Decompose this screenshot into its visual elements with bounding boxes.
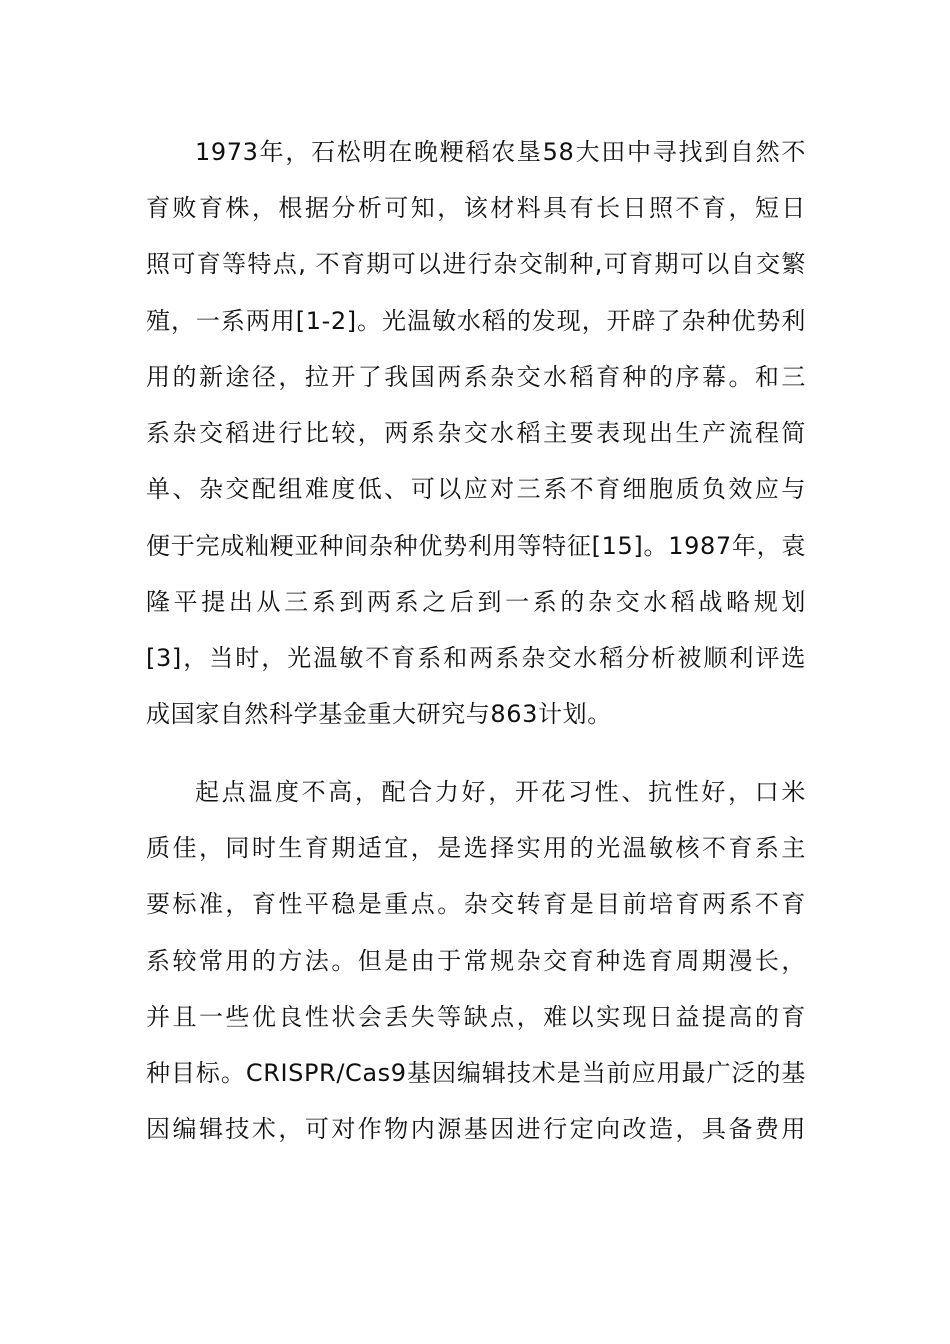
paragraph-line: 因编辑技术，可对作物内源基因进行定向改造，具备费用 [146, 1115, 806, 1143]
paragraph-line: 成国家自然科学基金重大研究与863计划。 [146, 700, 612, 728]
paragraph-line: 照可育等特点, 不育期可以进行杂交制种,可育期可以自交繁 [146, 250, 806, 278]
paragraph-line: 隆平提出从三系到两系之后到一系的杂交水稻战略规划 [146, 588, 806, 616]
paragraph-line: 起点温度不高，配合力好，开花习性、抗性好，口米 [195, 778, 806, 806]
paragraph-line: 并且一些优良性状会丢失等缺点，难以实现日益提高的育 [146, 1003, 806, 1031]
paragraph-line: 1973年，石松明在晚粳稻农垦58大田中寻找到自然不 [195, 138, 806, 166]
paragraph-line: 育败育株，根据分析可知，该材料具有长日照不育，短日 [146, 194, 806, 222]
paragraph-line: 要标准，育性平稳是重点。杂交转育是目前培育两系不育 [146, 890, 806, 918]
paragraph-line: 单、杂交配组难度低、可以应对三系不育细胞质负效应与 [146, 475, 806, 503]
paragraph-line: 种目标。CRISPR/Cas9基因编辑技术是当前应用最广泛的基 [146, 1059, 806, 1087]
paragraph-line: 系较常用的方法。但是由于常规杂交育种选育周期漫长， [146, 947, 806, 975]
paragraph-line: 系杂交稻进行比较，两系杂交水稻主要表现出生产流程简 [146, 419, 806, 447]
paragraph-line: 殖，一系两用[1-2]。光温敏水稻的发现，开辟了杂种优势利 [146, 307, 806, 335]
paragraph-line: 用的新途径，拉开了我国两系杂交水稻育种的序幕。和三 [146, 363, 806, 391]
paragraph-line: [3]，当时，光温敏不育系和两系杂交水稻分析被顺利评选 [146, 644, 806, 672]
paragraph-line: 质佳，同时生育期适宜，是选择实用的光温敏核不育系主 [146, 834, 806, 862]
paragraph-line: 便于完成籼粳亚种间杂种优势利用等特征[15]。1987年，袁 [146, 532, 806, 560]
